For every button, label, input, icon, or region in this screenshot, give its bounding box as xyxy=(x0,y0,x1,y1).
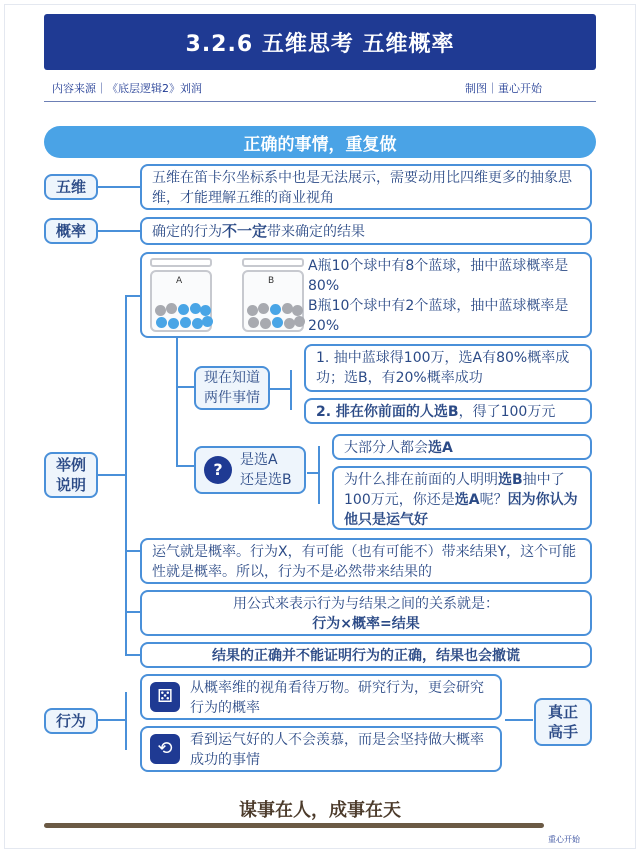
dice-icon: ⚄ xyxy=(150,682,180,712)
know-line1: 现在知道 xyxy=(204,370,260,386)
gailv-tag: 概率 xyxy=(44,218,98,244)
jar-b-label: B xyxy=(268,276,275,286)
example-tag-line1: 举例 xyxy=(55,456,86,474)
ball xyxy=(260,318,271,329)
jar-b xyxy=(242,270,304,332)
facts-bracket xyxy=(290,370,292,410)
wuwei-tag: 五维 xyxy=(44,174,98,200)
cycle-icon: ⟲ xyxy=(150,734,180,764)
answers-connector xyxy=(307,472,319,474)
answer1-bold: 选A xyxy=(428,440,453,456)
lightbulb-question-icon: ? xyxy=(204,456,232,484)
ball xyxy=(292,305,303,316)
formula-intro: 用公式来表示行为与结果之间的关系就是： xyxy=(233,596,499,612)
gailv-text-before: 确定的行为 xyxy=(152,224,222,240)
answer2-b2: 选A xyxy=(454,492,480,508)
know-tag xyxy=(194,366,270,410)
jar-branch-line xyxy=(176,334,178,466)
ball xyxy=(200,305,211,316)
fact2-box xyxy=(304,398,592,424)
gailv-text-bold: 不一定 xyxy=(222,222,268,240)
ball xyxy=(294,316,305,327)
ball xyxy=(168,318,179,329)
ball xyxy=(156,317,167,328)
luck-text: 运气就是概率。行为X，有可能（也有可能不）带来结果Y，这个可能性就是概率。所以，行为不是必然带来结果的 xyxy=(140,538,592,584)
jar-connector xyxy=(125,295,141,297)
action-tag: 行为 xyxy=(44,708,98,734)
choice-tag xyxy=(194,446,306,494)
gailv-text-after: 带来确定的结果 xyxy=(267,224,366,240)
answers-bracket xyxy=(318,446,320,504)
jar-b-cap xyxy=(242,258,304,267)
action-item1-text: 从概率维的视角看待万物。研究行为，更会研究行为的概率 xyxy=(190,680,484,716)
choice-connector xyxy=(176,465,194,467)
answer1-box xyxy=(332,434,592,460)
jar-panel xyxy=(140,252,592,338)
action-connector xyxy=(98,719,126,721)
wuwei-connector xyxy=(98,186,140,188)
know-line2: 两件事情 xyxy=(204,390,260,406)
formula-box xyxy=(140,590,592,636)
example-tag-line2: 说明 xyxy=(55,476,86,494)
wuwei-text: 五维在笛卡尔坐标系中也是无法展示，需要动用比四维更多的抽象思维，才能理解五维的商业视角 xyxy=(140,164,592,210)
master-line1: 真正 xyxy=(547,703,578,721)
action-item2 xyxy=(140,726,502,772)
answer2-t2: 抽中了100万元，你还是 xyxy=(344,472,565,508)
ball xyxy=(248,317,259,328)
jar-a-label: A xyxy=(176,276,183,286)
master-line2: 高手 xyxy=(547,723,578,741)
facts-connector xyxy=(270,388,292,390)
action-item1 xyxy=(140,674,502,720)
fact2-bold: 2. 排在你前面的人选B xyxy=(316,404,459,420)
ball xyxy=(202,316,213,327)
example-tag xyxy=(44,452,98,498)
conclusion-text: 结果的正确并不能证明行为的正确，结果也会撤谎 xyxy=(140,642,592,668)
ball xyxy=(258,303,269,314)
answer2-b3: 因为你认为他只是运气好 xyxy=(344,492,578,528)
credit-label: 制图｜重心开始 xyxy=(465,82,542,95)
answer2-b1: 选B xyxy=(498,472,523,488)
formula-text: 行为×概率=结果 xyxy=(312,616,420,632)
ball xyxy=(270,304,281,315)
answer1-text: 大部分人都会 xyxy=(344,440,428,456)
page-title: 3.2.6 五维思考 五维概率 xyxy=(44,14,596,70)
jar-b-text: B瓶10个球中有2个蓝球，抽中蓝球概率是20% xyxy=(308,298,569,334)
master-tag xyxy=(534,698,592,746)
choice-line1: 是选A xyxy=(240,452,278,468)
fact1-box: 1. 抽中蓝球得100万，选A有80%概率成功；选B，有20%概率成功 xyxy=(304,344,592,392)
watermark: 重心开始 xyxy=(548,835,580,844)
jar-a-text: A瓶10个球中有8个蓝球，抽中蓝球概率是80% xyxy=(308,258,569,294)
ball xyxy=(180,317,191,328)
luck-connector xyxy=(125,550,141,552)
answer2-box xyxy=(332,466,592,530)
gailv-connector xyxy=(98,230,140,232)
footer-divider xyxy=(44,823,544,828)
gailv-text xyxy=(140,217,592,245)
formula-connector xyxy=(125,611,141,613)
footer-slogan: 谋事在人，成事在天 xyxy=(239,800,401,821)
fact2-rest: ，得了100万元 xyxy=(458,404,556,420)
know-connector xyxy=(176,386,194,388)
master-connector xyxy=(505,719,533,721)
action-bracket xyxy=(125,692,127,750)
ball xyxy=(166,303,177,314)
jar-a xyxy=(150,270,212,332)
example-connector xyxy=(98,474,126,476)
section-banner: 正确的事情，重复做 xyxy=(44,126,596,158)
action-item2-text: 看到运气好的人不会羡慕，而是会坚持做大概率成功的事情 xyxy=(190,732,484,768)
ball xyxy=(155,305,166,316)
ball xyxy=(247,305,258,316)
meta-divider xyxy=(44,101,596,102)
answer2-t3: 呢？ xyxy=(479,492,508,508)
jar-a-cap xyxy=(150,258,212,267)
choice-line2: 还是选B xyxy=(240,472,292,488)
answer2-t1: 为什么排在前面的人明明 xyxy=(344,472,498,488)
conclusion-connector xyxy=(125,654,141,656)
ball xyxy=(178,304,189,315)
ball xyxy=(272,317,283,328)
source-label: 内容来源｜《底层逻辑2》刘润 xyxy=(52,82,202,95)
